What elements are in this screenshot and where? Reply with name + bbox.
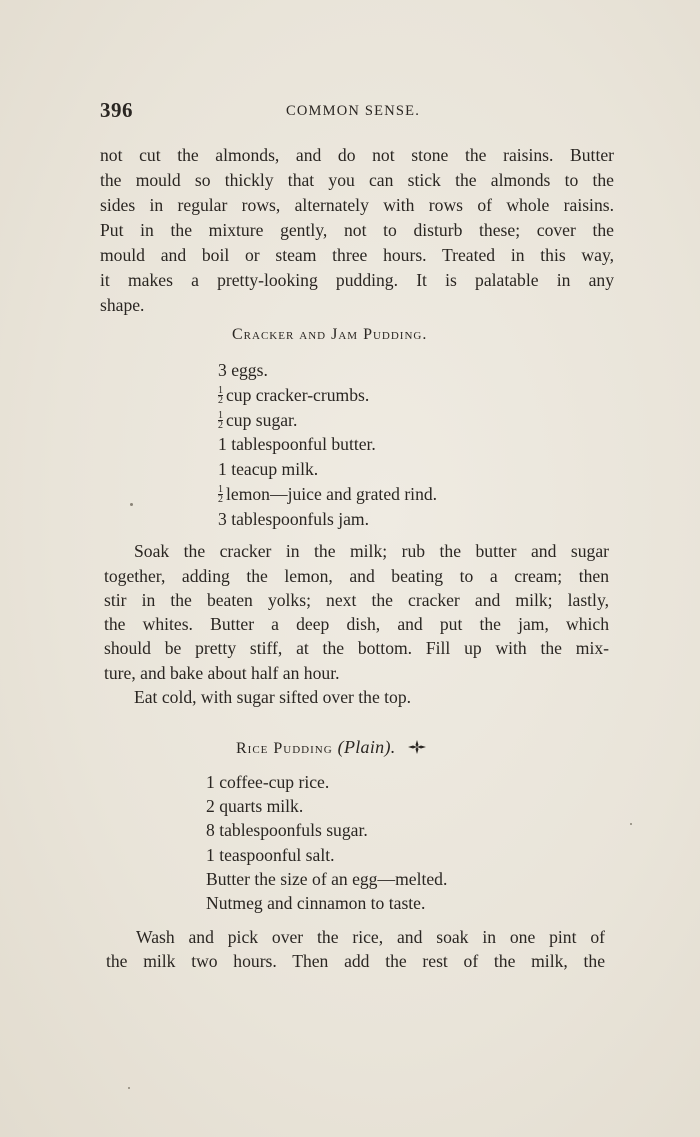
- text-line: the milk two hours. Then add the rest of the milk, the: [106, 951, 605, 971]
- text-line: it makes a pretty-looking pudding. It is palatable in any: [100, 270, 614, 290]
- ingredient-qty: 1: [218, 434, 227, 454]
- text-line: Put in the mixture gently, not to disturb these; cover the: [100, 220, 614, 240]
- ingredient-item: [218, 432, 376, 456]
- ingredient-item: Butter the size of an egg—melted.: [206, 869, 448, 889]
- text-line: stir in the beaten yolks; next the cracker and milk; lastly,: [104, 590, 609, 610]
- recipe-title-suffix: (Plain).: [337, 737, 396, 757]
- ingredient-item: [218, 482, 437, 506]
- text-line: should be pretty stiff, at the bottom. Fill up with the mix-: [104, 638, 609, 658]
- text-line: mould and boil or steam three hours. Treated in this way,: [100, 245, 614, 265]
- ingredient-item: [218, 457, 318, 481]
- page-header: [100, 98, 614, 122]
- fraction-denominator: 2: [218, 395, 223, 406]
- page-number: 396: [100, 98, 133, 122]
- text-line: Wash and pick over the rice, and soak in one pint of: [136, 927, 605, 947]
- ingredient-item: Nutmeg and cinnamon to taste.: [206, 893, 426, 913]
- text-line: together, adding the lemon, and beating to a cream; then: [104, 566, 609, 586]
- text-line: the whites. Butter a deep dish, and put the jam, which: [104, 614, 609, 634]
- text-line: the mould so thickly that you can stick the almonds to the: [100, 170, 614, 190]
- paper-speck: [128, 1087, 130, 1089]
- ingredient-item: 1 teaspoonful salt.: [206, 845, 335, 865]
- ingredient-text: tablespoonfuls jam.: [231, 509, 369, 529]
- ingredient-text: cup sugar.: [226, 410, 298, 430]
- fraction: [218, 485, 223, 504]
- text-line: not cut the almonds, and do not stone the raisins. Butter: [100, 145, 614, 165]
- ingredient-qty: 1: [218, 459, 227, 479]
- text-line: shape.: [100, 295, 145, 315]
- paper-speck: [130, 503, 133, 506]
- ingredient-item: [218, 507, 369, 531]
- ingredient-qty: 3: [218, 360, 227, 380]
- text-line: Soak the cracker in the milk; rub the butter and sugar: [134, 541, 609, 561]
- ingredient-text: teacup milk.: [231, 459, 319, 479]
- ingredient-qty: 3: [218, 509, 227, 529]
- text-line: ture, and bake about half an hour.: [104, 663, 340, 683]
- ingredient-item: [218, 408, 297, 432]
- ingredient-text: eggs.: [231, 360, 268, 380]
- serving-note: Eat cold, with sugar sifted over the top.: [134, 687, 412, 707]
- running-head: COMMON SENSE.: [286, 103, 421, 119]
- ingredient-item: 2 quarts milk.: [206, 796, 304, 816]
- fraction-denominator: 2: [218, 420, 223, 431]
- fraction: [218, 411, 223, 430]
- recipe-title: Rice Pudding: [236, 740, 333, 757]
- fraction-denominator: 2: [218, 494, 223, 505]
- ingredient-item: [218, 383, 369, 407]
- fraction-numerator: 1: [218, 484, 223, 495]
- fraction-numerator: 1: [218, 410, 223, 421]
- fraction-numerator: 1: [218, 385, 223, 396]
- recipe-heading-rice-pudding: [236, 737, 427, 758]
- ingredient-text: tablespoonful butter.: [231, 434, 376, 454]
- ingredient-text: lemon—juice and grated rind.: [226, 484, 438, 504]
- ingredient-item: [218, 358, 268, 382]
- ingredient-item: 8 tablespoonfuls sugar.: [206, 820, 368, 840]
- recipe-heading-cracker-jam: Cracker and Jam Pudding.: [232, 326, 428, 343]
- maltese-cross-icon: [407, 739, 427, 755]
- ingredient-text: cup cracker-crumbs.: [226, 385, 370, 405]
- ingredient-item: 1 coffee-cup rice.: [206, 772, 330, 792]
- text-line: sides in regular rows, alternately with rows of whole raisins.: [100, 195, 614, 215]
- paper-speck: [630, 823, 632, 825]
- fraction: [218, 386, 223, 405]
